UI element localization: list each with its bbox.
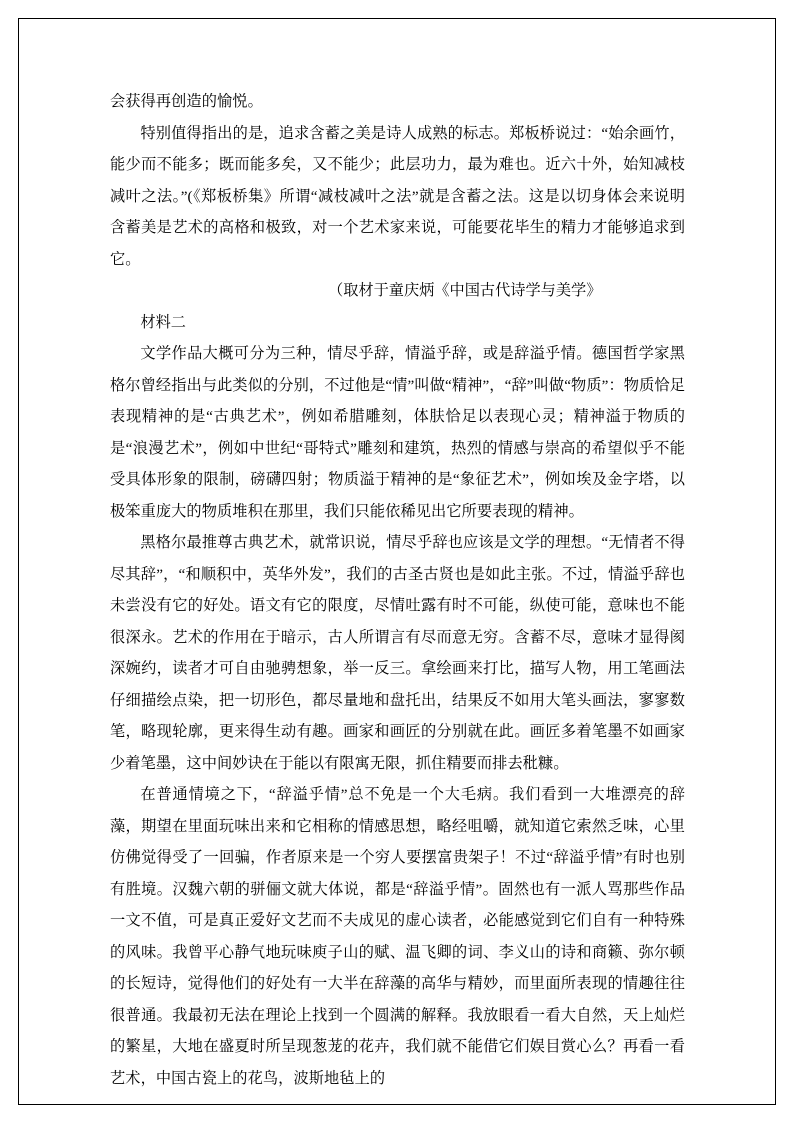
source-citation: （取材于童庆炳《中国古代诗学与美学》 [328,282,602,299]
paragraph-classical-art: 黑格尔最推尊古典艺术，就常识说，情尽乎辞也应该是文学的理想。“无情者不得尽其辞”，“和顺积中，英华外发”，我们的古圣古贤也是如此主张。不过，情溢乎辞也未尝没有它的好处。语文有它的限度，尽情吐露有时不可能，纵使可能，意味也不能很深永。艺术的作用在于暗示，古人所谓言有尽而意无穷。含蓄不尽，意味才显得阂深婉约，读者才可自由驰骋想象，举一反三。拿绘画来打比，描写人物，用工笔画法仔细描绘点染，把一切形色，都尽量地和盘托出，结果反不如用大笔头画法，寥寥数笔，略现轮廓，更来得生动有趣。画家和画匠的分别就在此。画匠多着笔墨不如画家少着笔墨，这中间妙诀在于能以有限寓无限，抓住精要而排去秕糠。 [110,534,685,772]
document-body [110,86,685,1094]
material-two-heading: 材料二 [140,313,186,331]
paragraph-hegel: 文学作品大概可分为三种，情尽乎辞，情溢乎辞，或是辞溢乎情。德国哲学家黑格尔曾经指出与此类似的分别，不过他是“情”叫做“精神”，“辞”叫做“物质”：物质恰足表现精神的是“古典艺术”，例如希腊雕刻，体肤恰足以表现心灵；精神溢于物质的是“浪漫艺术”，例如中世纪“哥特式”雕刻和建筑，热烈的情感与崇高的希望似乎不能受具体形象的限制，磅礴四射；物质溢于精神的是“象征艺术”，例如埃及金字塔，以极笨重庞大的物质堆积在那里，我们只能依稀见出它所要表现的精神。 [110,345,685,520]
paragraph-hanxu: 特别值得指出的是，追求含蓄之美是诗人成熟的标志。郑板桥说过：“始余画竹，能少而不能多；既而能多矣，又不能少；此层功力，最为难也。近六十外，始知减枝减叶之法。”(《郑板桥集》所谓“减枝减叶之法”就是含蓄之法。这是以切身体会来说明含蓄美是艺术的高格和极致，对一个艺术家来说，可能要花毕生的精力才能够追求到它。 [110,124,685,268]
paragraph-continuation: 会获得再创造的愉悦。 [110,93,263,110]
paragraph-ciyiyuqing: 在普通情境之下，“辞溢乎情”总不免是一个大毛病。我们看到一大堆漂亮的辞藻，期望在里面玩味出来和它相称的情感思想，略经咀嚼，就知道它索然乏味，心里仿佛觉得受了一回骗，作者原来是一个穷人要摆富贵架子！不过“辞溢乎情”有时也别有胜境。汉魏六朝的骈俪文就大体说，都是“辞溢乎情”。固然也有一派人骂那些作品一文不值，可是真正爱好文艺而不夫成见的虚心读者，必能感觉到它们自有一种特殊的风味。我曾平心静气地玩味庾子山的赋、温飞卿的词、李义山的诗和商籁、弥尔顿的长短诗，觉得他们的好处有一大半在辞藻的高华与精妙，而里面所表现的情趣往往很普通。我最初无法在理论上找到一个圆满的解释。我放眼看一看大自然，天上灿烂的繁星，大地在盛夏时所呈现葱茏的花卉，我们就不能借它们娱目赏心么？再看一看艺术，中国古瓷上的花鸟，波斯地毡上的 [110,786,685,1087]
